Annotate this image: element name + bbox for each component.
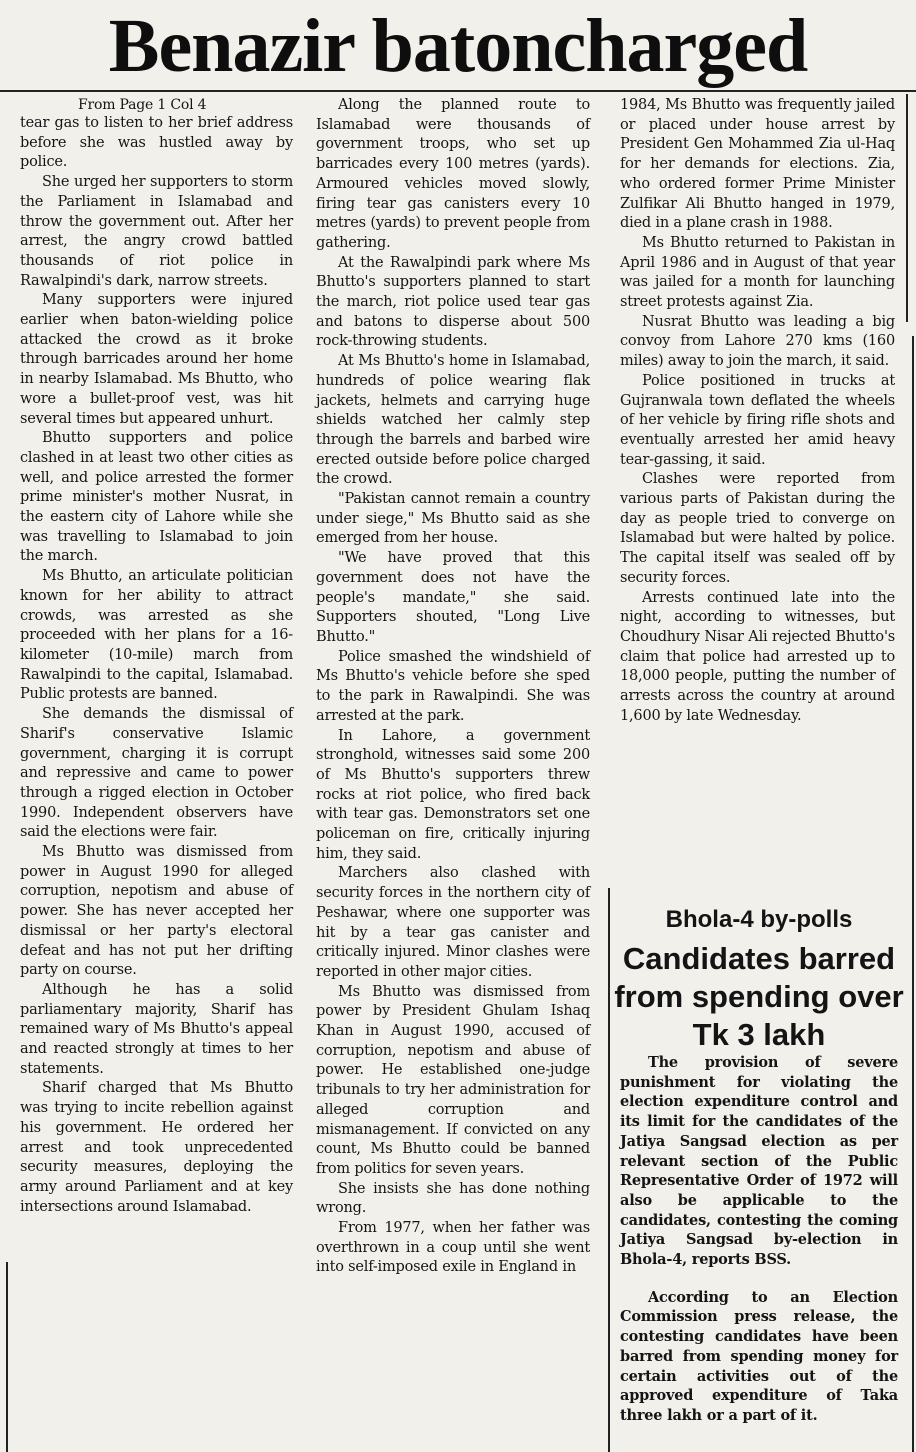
paragraph: Ms Bhutto was dismissed from power in August 1990 for alleged corruption, nepotism and abuse of power. She has never accepted her dismissal or her party's electoral defeat and has not put her drifting party on course. [20, 844, 293, 979]
paragraph: She demands the dismissal of Sharif's conservative Islamic government, charging it is corrupt and repressive and came to power through a rigged election in October 1990. Independent observers have said the elections were fair. [20, 706, 293, 841]
headline-rule [0, 90, 916, 92]
paragraph: Ms Bhutto was dismissed from power by President Ghulam Ishaq Khan in August 1990, accused of corruption, nepotism and abuse of power. He established one-judge tribunals to try her administration for alleged corruption and mismanagement. If convicted on any count, Ms Bhutto could be banned from politics for seven years. [316, 983, 590, 1177]
article-column-3 [620, 96, 895, 727]
paragraph: Clashes were reported from various parts of Pakistan during the day as people tried to converge on Islamabad but were halted by police. The capital itself was sealed off by security forces. [620, 471, 895, 586]
paragraph: Arrests continued late into the night, according to witnesses, but Choudhury Nisar Ali rejected Bhutto's claim that police had arrested up to 18,000 people, putting the number of arrests across the country at around 1,600 by late Wednesday. [620, 589, 895, 724]
paragraph: Although he has a solid parliamentary majority, Sharif has remained wary of Ms Bhutto's appeal and reacted strongly at times to her statements. [20, 981, 293, 1077]
paragraph: Nusrat Bhutto was leading a big convoy from Lahore 270 kms (160 miles) away to join the march, it said. [620, 313, 895, 370]
paragraph: She urged her supporters to storm the Parliament in Islamabad and throw the government out. After her arrest, the angry crowd battled thousands of riot police in Rawalpindi's dark, narrow streets. [20, 174, 293, 289]
paragraph: According to an Election Commission press release, the contesting candidates have been barred from spending money for certain activities out of the approved expenditure of Taka three lakh or a part of it. [620, 1288, 898, 1424]
paragraph: 1984, Ms Bhutto was frequently jailed or placed under house arrest by President Gen Mohammed Zia ul-Haq for her demands for elections. Zia, who ordered former Prime Minister Zulfikar Ali Bhutto hanged in 1979, died in a plane crash in 1988. [620, 97, 895, 232]
right-border-rule-lower [912, 336, 914, 1452]
paragraph: Police positioned in trucks at Gujranwala town deflated the wheels of her vehicle by firing rifle shots and eventually arrested her amid heavy tear-gassing, it said. [620, 372, 895, 468]
right-border-rule-upper [906, 94, 908, 322]
sidebar-article [620, 1053, 898, 1444]
sidebar-headline: Candidates barred from spending over Tk 3 lakh [614, 941, 904, 1052]
paragraph: Marchers also clashed with security forces in the northern city of Peshawar, where one supporter was hit by a tear gas canister and critically injured. Minor clashes were reported in other major cities. [316, 865, 590, 980]
paragraph: She insists she has done nothing wrong. [316, 1180, 590, 1217]
left-border-rule [6, 1262, 8, 1452]
paragraph: tear gas to listen to her brief address before she was hustled away by police. [20, 115, 293, 171]
paragraph: From 1977, when her father was overthrown in a coup until she went into self-imposed exile in England in [316, 1220, 590, 1276]
paragraph: Along the planned route to Islamabad were thousands of government troops, who set up barricades every 100 metres (yards). Armoured vehicles moved slowly, firing tear gas canisters every 10 metres (yards) to prevent people from gathering. [316, 97, 590, 251]
paragraph: At Ms Bhutto's home in Islamabad, hundreds of police wearing flak jackets, helmets and carrying huge shields watched her calmly step through the barrels and barbed wire erected outside before police charged the crowd. [316, 353, 590, 488]
paragraph: "We have proved that this government does not have the people's mandate," she said. Supporters shouted, "Long Live Bhutto." [316, 550, 590, 645]
jump-line: From Page 1 Col 4 [78, 97, 207, 113]
paragraph: Ms Bhutto returned to Pakistan in April 1986 and in August of that year was jailed for a month for launching street protests against Zia. [620, 234, 895, 311]
paragraph: Sharif charged that Ms Bhutto was trying to incite rebellion against his government. He ordered her arrest and took unprecedented security measures, deploying the army around Parliament and at key intersections around Islamabad. [20, 1080, 293, 1215]
sidebar-left-rule [608, 888, 610, 1452]
paragraph: The provision of severe punishment for violating the election expenditure control and its limit for the candidates of the Jatiya Sangsad election as per relevant section of the Public Representative Order of 1972 will also be applicable to the candidates, contesting the coming Jatiya Sangsad by-election in Bhola-4, reports BSS. [620, 1054, 898, 1269]
paragraph: Bhutto supporters and police clashed in at least two other cities as well, and police arrested the former prime minister's mother Nusrat, in the eastern city of Lahore while she was travelling to Islamabad to join the march. [20, 430, 293, 565]
paragraph: At the Rawalpindi park where Ms Bhutto's supporters planned to start the march, riot police used tear gas and batons to disperse about 500 rock-throwing students. [316, 254, 590, 350]
paragraph: In Lahore, a government stronghold, witnesses said some 200 of Ms Bhutto's supporters threw rocks at riot police, who fired back with tear gas. Demonstrators set one policeman on fire, critically injuring him, they said. [316, 727, 590, 862]
paragraph: "Pakistan cannot remain a country under siege," Ms Bhutto said as she emerged from her house. [316, 491, 590, 547]
headline: Benazir batoncharged [108, 4, 808, 88]
paragraph: Ms Bhutto, an articulate politician known for her ability to attract crowds, was arrested as she proceeded with her plans for a 16-kilometer (10-mile) march from Rawalpindi to the capital, Islamabad. Public protests are banned. [20, 568, 293, 703]
sidebar-kicker: Bhola-4 by-polls [665, 906, 853, 933]
paragraph: Police smashed the windshield of Ms Bhutto's vehicle before she sped to the park in Rawalpindi. She was arrested at the park. [316, 648, 590, 724]
article-column-2 [316, 96, 590, 1278]
article-column-1 [20, 96, 293, 1217]
paragraph: Many supporters were injured earlier when baton-wielding police attacked the crowd as it broke through barricades around her home in nearby Islamabad. Ms Bhutto, who wore a bullet-proof vest, was hit several times but appeared unhurt. [20, 292, 293, 427]
